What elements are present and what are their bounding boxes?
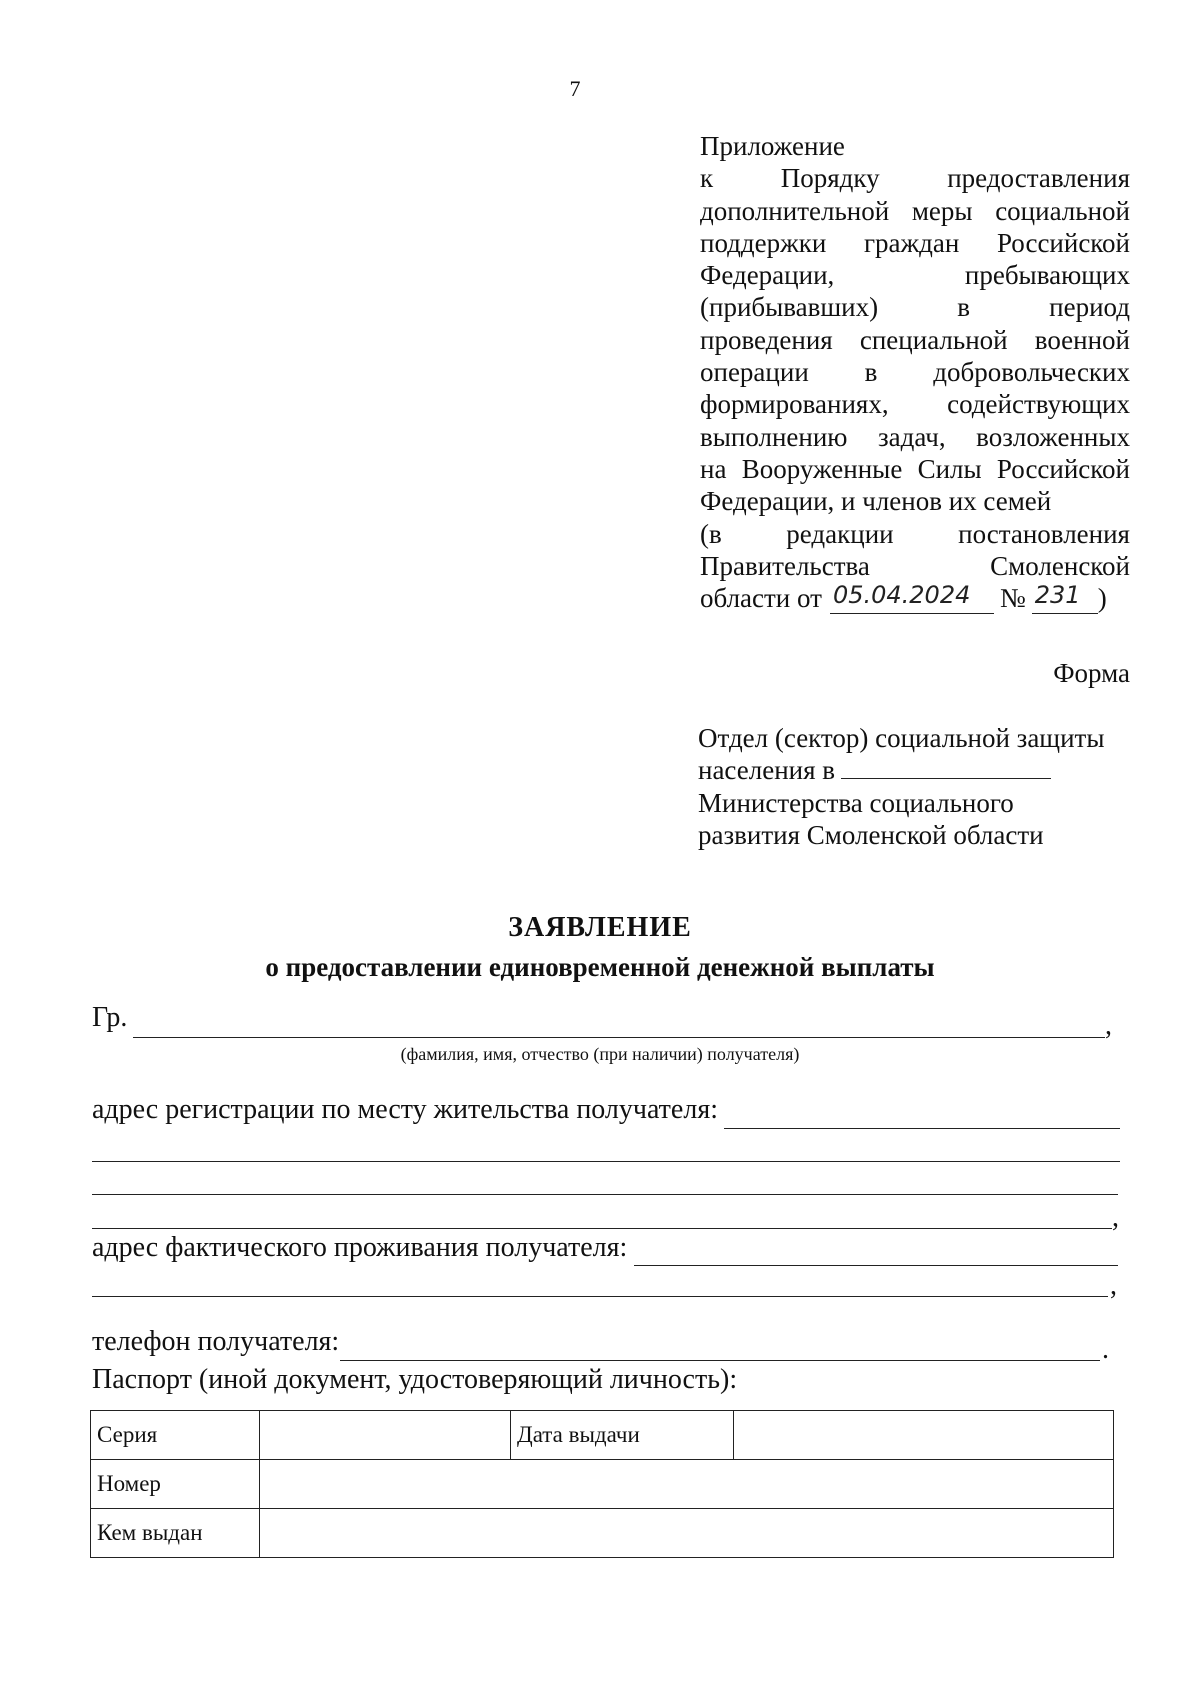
- appendix-word: Федерации,: [700, 260, 835, 291]
- number-sign: №: [999, 583, 1026, 614]
- appendix-word: постановления: [958, 518, 1130, 549]
- document-subtitle: о предоставлении единовременной денежной выплаты: [265, 952, 935, 982]
- appendix-word: граждан: [863, 227, 960, 258]
- appendix-line: [700, 550, 1130, 582]
- form-label: Форма: [1053, 658, 1130, 688]
- actual-address-line-1[interactable]: [634, 1265, 1118, 1266]
- appendix-word: добровольческих: [933, 357, 1130, 388]
- appendix-line: [700, 356, 1130, 388]
- passport-heading: Паспорт (иной документ, удостоверяющий личность):: [92, 1364, 738, 1395]
- appendix-line: [700, 162, 1130, 194]
- appendix-line: [700, 453, 1130, 485]
- issued-by-label: Кем выдан: [91, 1509, 260, 1558]
- appendix-word: в: [957, 292, 971, 323]
- appendix-word: в: [864, 357, 878, 388]
- issued-by-cell[interactable]: [260, 1509, 1114, 1558]
- passport-row-issued-by: [91, 1509, 1114, 1558]
- department-district-blank[interactable]: [841, 756, 1051, 779]
- handwritten-date: 05.04.2024: [830, 582, 994, 614]
- appendix-word: пребывающих: [964, 260, 1130, 291]
- registration-address-label: адрес регистрации по месту жительства получателя:: [92, 1094, 718, 1125]
- appendix-line: [700, 227, 1130, 259]
- appendix-word: Приложение: [700, 131, 845, 161]
- page-number: 7: [569, 76, 581, 101]
- recipient-prefix: Гр.: [92, 1002, 128, 1033]
- handwritten-number: 231: [1032, 582, 1098, 614]
- department-block: [698, 722, 1118, 851]
- appendix-word: Порядку: [780, 163, 880, 194]
- appendix-word: социальной: [995, 195, 1130, 226]
- department-line-4: развития Смоленской области: [698, 819, 1044, 850]
- number-cell[interactable]: [260, 1460, 1114, 1509]
- recipient-caption: (фамилия, имя, отчество (при наличии) получателя): [400, 1044, 800, 1064]
- appendix-word: Смоленской: [990, 550, 1130, 581]
- appendix-date-prefix: области от: [700, 583, 822, 614]
- registration-address-line-3[interactable]: [92, 1194, 1118, 1195]
- appendix-word: Федерации, и членов их семей: [700, 486, 1052, 517]
- department-line-1: Отдел (сектор) социальной защиты: [698, 723, 1105, 753]
- registration-address-comma: ,: [1112, 1202, 1119, 1233]
- series-cell[interactable]: [260, 1411, 511, 1460]
- appendix-line: [700, 518, 1130, 550]
- appendix-line: [700, 259, 1130, 291]
- appendix-word: поддержки: [700, 227, 827, 258]
- appendix-word: Вооруженные: [741, 453, 903, 484]
- appendix-line: [700, 388, 1130, 420]
- appendix-word: проведения: [700, 324, 833, 355]
- appendix-line: [700, 195, 1130, 227]
- appendix-word: Российской: [996, 227, 1130, 258]
- appendix-word: Российской: [996, 453, 1130, 484]
- registration-address-line-4[interactable]: [92, 1228, 1112, 1229]
- series-label: Серия: [91, 1411, 260, 1460]
- appendix-word: формированиях,: [700, 389, 889, 420]
- appendix-word: дополнительной: [700, 195, 890, 226]
- appendix-block: [700, 130, 1130, 614]
- recipient-name-line[interactable]: [133, 1037, 1105, 1038]
- actual-address-comma: ,: [1110, 1270, 1117, 1301]
- appendix-word: меры: [911, 195, 973, 226]
- recipient-comma: ,: [1105, 1010, 1112, 1041]
- number-label: Номер: [91, 1460, 260, 1509]
- appendix-last-line: [700, 582, 1130, 614]
- department-line-2-text: населения в: [698, 755, 836, 786]
- appendix-line: [700, 485, 1130, 517]
- appendix-word: возложенных: [976, 421, 1130, 452]
- department-line-3: Министерства социального: [698, 787, 1014, 818]
- appendix-word: Правительства: [700, 550, 870, 581]
- appendix-word: предоставления: [947, 163, 1130, 194]
- registration-address-line-1[interactable]: [724, 1128, 1120, 1129]
- phone-label: телефон получателя:: [92, 1326, 340, 1357]
- appendix-word: содействующих: [947, 389, 1130, 420]
- appendix-word: к: [700, 163, 714, 194]
- passport-row-series: [91, 1411, 1114, 1460]
- appendix-word: Силы: [917, 453, 982, 484]
- appendix-word: задач,: [877, 421, 946, 452]
- appendix-word: военной: [1034, 324, 1130, 355]
- phone-line[interactable]: [340, 1360, 1100, 1361]
- appendix-word: на: [700, 453, 727, 484]
- registration-address-line-2[interactable]: [92, 1161, 1120, 1162]
- document-title: ЗАЯВЛЕНИЕ: [508, 912, 692, 943]
- appendix-word: редакции: [786, 518, 894, 549]
- appendix-word: выполнению: [700, 421, 848, 452]
- department-line-2: [698, 754, 1118, 786]
- appendix-word: операции: [700, 357, 809, 388]
- appendix-word: (в: [700, 518, 722, 549]
- actual-address-label: адрес фактического проживания получателя:: [92, 1232, 628, 1263]
- passport-table: [90, 1410, 1114, 1558]
- passport-row-number: [91, 1460, 1114, 1509]
- actual-address-line-2[interactable]: [92, 1296, 1108, 1297]
- issue-date-cell[interactable]: [734, 1411, 1114, 1460]
- phone-period: .: [1102, 1334, 1109, 1365]
- appendix-closing-paren: ): [1097, 583, 1107, 614]
- appendix-word: (прибывавших): [700, 292, 879, 323]
- appendix-line: [700, 421, 1130, 453]
- appendix-line: [700, 291, 1130, 323]
- appendix-line: [700, 130, 1130, 162]
- appendix-word: период: [1049, 292, 1130, 323]
- issue-date-label: Дата выдачи: [511, 1411, 734, 1460]
- appendix-line: [700, 324, 1130, 356]
- appendix-word: специальной: [859, 324, 1008, 355]
